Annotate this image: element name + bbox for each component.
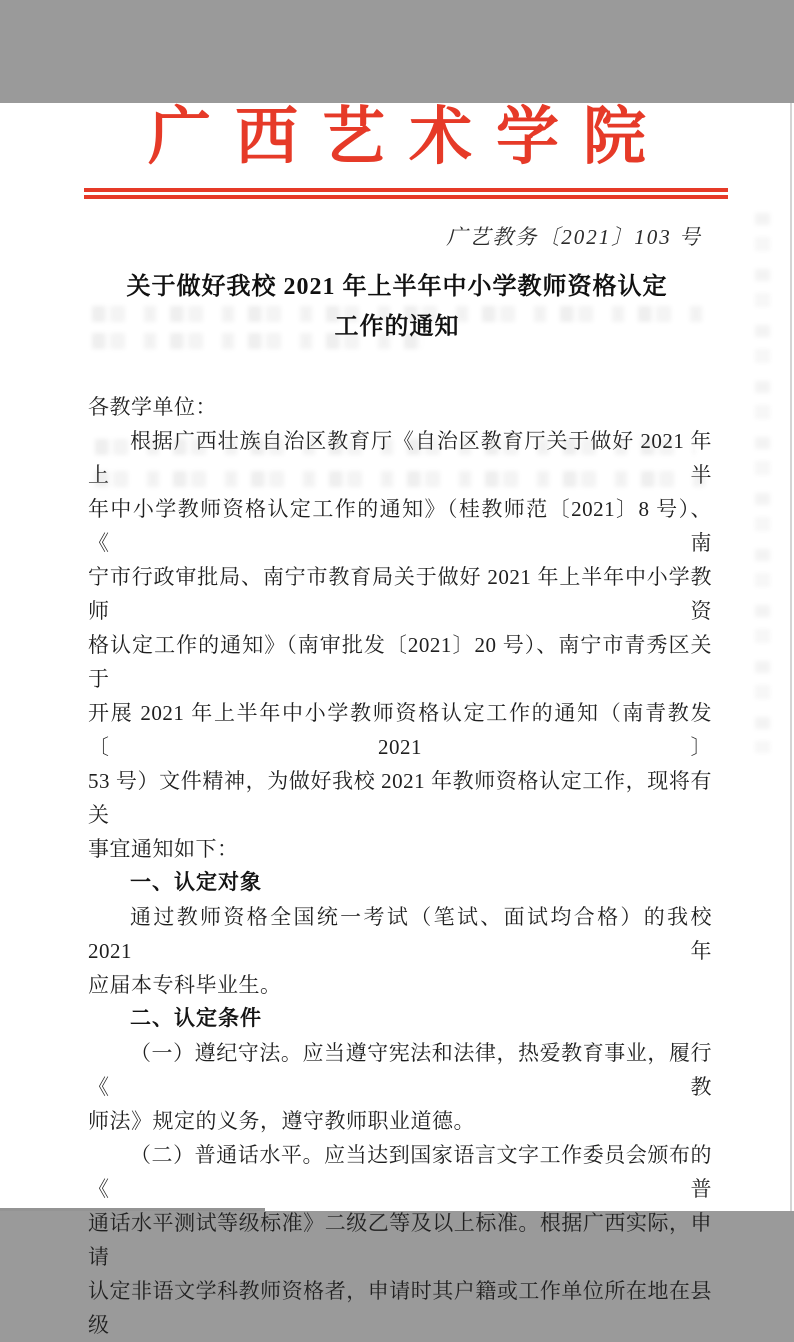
body-line: 开展 2021 年上半年中小学教师资格认定工作的通知（南青教发〔2021〕 (88, 701, 712, 759)
scanned-notice-page (0, 102, 794, 1337)
red-divider-line (84, 188, 728, 199)
body-line: 师法》规定的义务，遵守教师职业道德。 (88, 1109, 475, 1133)
body-line: 宁市行政审批局、南宁市教育局关于做好 2021 年上半年中小学教师资 (88, 565, 712, 623)
body-line: （一）遵纪守法。应当遵守宪法和法律，热爱教育事业，履行《教 (88, 1041, 712, 1099)
section-heading-1: 一、认定对象 (130, 871, 262, 894)
body-line: （二）普通话水平。应当达到国家语言文字工作委员会颁布的《普 (88, 1143, 712, 1201)
document-number: 广艺教务〔2021〕103 号 (446, 225, 702, 249)
body-line: 认定非语文学科教师资格者，申请时其户籍或工作单位所在地在县级 (88, 1279, 712, 1337)
university-name: 广西艺术学院 (148, 102, 670, 172)
body-line: 根据广西壮族自治区教育厅《自治区教育厅关于做好 2021 年上半 (88, 429, 712, 487)
title-line-1: 关于做好我校 2021 年上半年中小学教师资格认定 (126, 274, 668, 300)
document-title (0, 267, 794, 347)
body-line: 年中小学教师资格认定工作的通知》（桂教师范〔2021〕8 号）、《南 (88, 497, 712, 555)
title-line-2: 工作的通知 (334, 314, 460, 340)
body-line: 格认定工作的通知》（南审批发〔2021〕20 号）、南宁市青秀区关于 (88, 633, 712, 691)
scan-edge-right (790, 103, 792, 1211)
body-line: 53 号）文件精神，为做好我校 2021 年教师资格认定工作，现将有关 (88, 769, 712, 827)
document-body (0, 390, 794, 1342)
body-line: 事宜通知如下： (88, 837, 239, 861)
body-line: 通过教师资格全国统一考试（笔试、面试均合格）的我校 2021 年 (88, 905, 712, 963)
salutation: 各教学单位： (88, 395, 217, 419)
scan-edge-bottom (0, 1208, 265, 1211)
body-line: 应届本专科毕业生。 (88, 973, 282, 997)
section-heading-2: 二、认定条件 (130, 1007, 262, 1030)
body-line: 通话水平测试等级标准》二级乙等及以上标准。根据广西实际，申请 (88, 1211, 712, 1269)
